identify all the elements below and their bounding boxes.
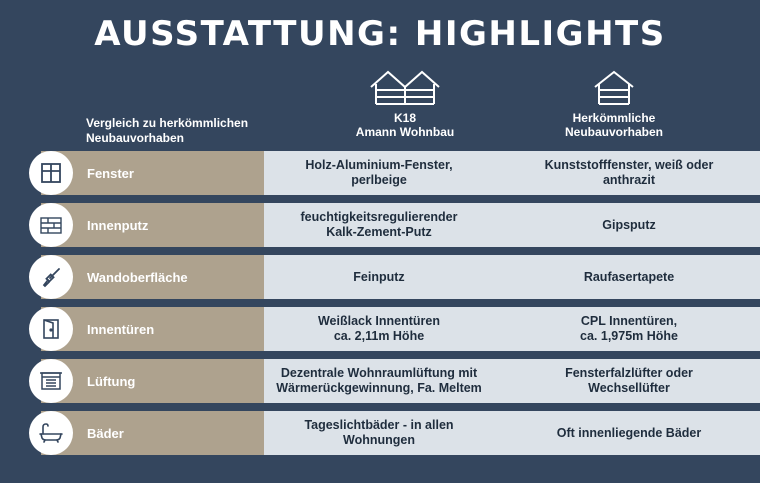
row-value-cell: [264, 359, 760, 403]
row-value-cell: [264, 203, 760, 247]
table-row-lueftung: [29, 359, 760, 403]
herk-value: Oft innenliegende Bäder: [556, 425, 702, 440]
row-value-cell: [264, 411, 760, 455]
comparison-header: [86, 116, 248, 146]
k18-value: Tageslichtbäder - in allen Wohnungen: [304, 418, 454, 447]
table-row-fenster: [29, 151, 760, 195]
paintbrush-icon: [40, 266, 62, 288]
table-row-baeder: [29, 411, 760, 455]
door-icon: [40, 318, 62, 340]
row-value-cell: [264, 151, 760, 195]
house-icon: [594, 70, 634, 106]
herk-value: Raufasertapete: [583, 269, 675, 284]
k18-header-line2: Amann Wohnbau: [355, 125, 455, 139]
icon-circle: [29, 411, 73, 455]
icon-circle: [29, 255, 73, 299]
k18-value: Holz-Aluminium-Fenster, perlbeige: [305, 158, 453, 187]
herk-value: Gipsputz: [602, 217, 656, 232]
row-value-cell: [264, 307, 760, 351]
comparison-header-line1: Vergleich zu herkömmlichen: [86, 116, 249, 130]
icon-circle: [29, 203, 73, 247]
herk-value: Kunststofffenster, weiß oder anthrazit: [544, 158, 714, 187]
herk-header-line1: Herkömmliche: [572, 111, 656, 125]
row-label-cell: [41, 359, 294, 403]
herk-value: CPL Innentüren, ca. 1,975m Höhe: [580, 314, 678, 343]
k18-value: Feinputz: [353, 269, 405, 284]
k18-header-line1: K18: [393, 111, 416, 125]
k18-column-header: [305, 70, 505, 139]
table-row-innentueren: [29, 307, 760, 351]
bathtub-icon: [38, 422, 64, 444]
window-icon: [40, 162, 62, 184]
k18-value: Weißlack Innentüren ca. 2,11m Höhe: [317, 314, 440, 343]
icon-circle: [29, 359, 73, 403]
double-house-icon: [370, 70, 440, 106]
row-label: Innenputz: [87, 217, 149, 233]
herkoemmlich-column-header: [514, 70, 714, 139]
herk-value: Fensterfalzlüfter oder Wechsellüfter: [565, 366, 693, 395]
plaster-wall-icon: [39, 214, 63, 236]
row-label: Wandoberfläche: [87, 269, 188, 285]
table-row-wandoberflaeche: [29, 255, 760, 299]
icon-circle: [29, 151, 73, 195]
table-row-innenputz: [29, 203, 760, 247]
row-label: Innentüren: [87, 321, 155, 337]
comparison-header-line2: Neubauvorhaben: [86, 131, 185, 145]
ventilation-icon: [39, 370, 63, 392]
k18-value: feuchtigkeitsregulierender Kalk-Zement-Putz: [300, 210, 458, 239]
row-label-cell: [41, 307, 294, 351]
row-label-cell: [41, 151, 294, 195]
page-title: AUSSTATTUNG: HIGHLIGHTS: [94, 14, 666, 54]
icon-circle: [29, 307, 73, 351]
k18-value: Dezentrale Wohnraumlüftung mit Wärmerückgewinnung, Fa. Meltem: [276, 366, 482, 395]
row-label: Lüftung: [87, 373, 136, 389]
row-label: Fenster: [87, 165, 134, 181]
row-label-cell: [41, 203, 294, 247]
row-label-cell: [41, 411, 294, 455]
row-label: Bäder: [87, 425, 124, 441]
herk-header-line2: Neubauvorhaben: [564, 125, 663, 139]
row-value-cell: [264, 255, 760, 299]
